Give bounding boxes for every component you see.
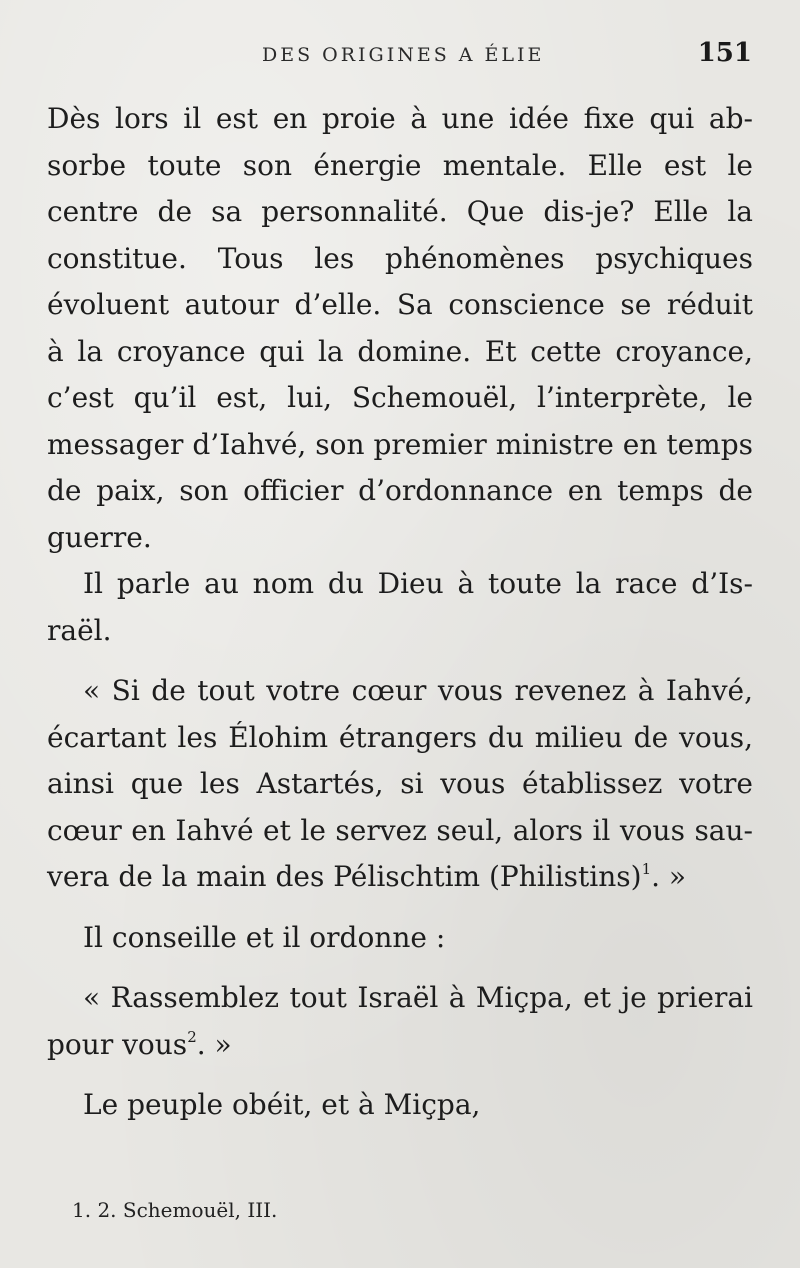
- text-line: raël.: [47, 613, 112, 647]
- text-line: sorbe toute son énergie mentale. Elle est le: [47, 148, 753, 182]
- text-line: [47, 1022, 753, 1069]
- text-line: à la croyance qui la domine. Et cette croyance,: [47, 334, 753, 368]
- footnote-ref: 1: [641, 860, 652, 878]
- text-line: de paix, son officier d’ordonnance en temps de: [47, 474, 753, 507]
- paragraph: [47, 1082, 753, 1129]
- text-line: messager d’Iahvé, son premier ministre en temps: [47, 427, 753, 461]
- footnote: 1. 2. Schemouël, III.: [72, 1198, 278, 1222]
- text-line: « Rassemblez tout Israël à Miçpa, et je prierai: [83, 981, 753, 1014]
- body-text: [47, 96, 753, 1129]
- text-line: constitue. Tous les phénomènes psychiques: [47, 241, 753, 275]
- text-line-content: pour vous: [47, 1027, 188, 1061]
- text-line: écartant les Élohim étrangers du milieu de vous,: [47, 720, 753, 754]
- running-head: DES ORIGINES A ÉLIE: [262, 44, 545, 66]
- text-line: « Si de tout votre cœur vous revenez à Iahvé,: [83, 674, 753, 707]
- footnote-ref: 2: [187, 1027, 197, 1046]
- text-line: cœur en Iahvé et le servez seul, alors il vous sau-: [47, 813, 753, 847]
- quotation-paragraph: [47, 668, 753, 901]
- text-line: Il conseille et il ordonne :: [83, 920, 446, 954]
- paragraph: [47, 96, 753, 561]
- text-line: évoluent autour d’elle. Sa conscience se réduit: [47, 288, 753, 321]
- text-line-content: vera de la main des Pélischtim (Philistins): [47, 860, 642, 893]
- text-line: guerre.: [47, 520, 152, 554]
- text-line: Il parle au nom du Dieu à toute la race d’Is-: [83, 567, 753, 600]
- closing-quote: . »: [196, 1027, 232, 1061]
- text-line: Dès lors il est en proie à une idée fixe qui ab-: [47, 102, 753, 135]
- text-line: [47, 854, 753, 901]
- text-line: Le peuple obéit, et à Miçpa,: [83, 1088, 481, 1121]
- text-line: centre de sa personnalité. Que dis-je? Elle la: [47, 195, 753, 228]
- page-number: 151: [697, 38, 752, 68]
- paragraph: [47, 561, 753, 654]
- paragraph: [47, 915, 753, 962]
- text-line: ainsi que les Astartés, si vous établissez votre: [47, 767, 753, 800]
- quotation-paragraph: [47, 975, 753, 1068]
- text-line: c’est qu’il est, lui, Schemouël, l’interprète, le: [47, 381, 753, 414]
- closing-quote: . »: [651, 860, 687, 893]
